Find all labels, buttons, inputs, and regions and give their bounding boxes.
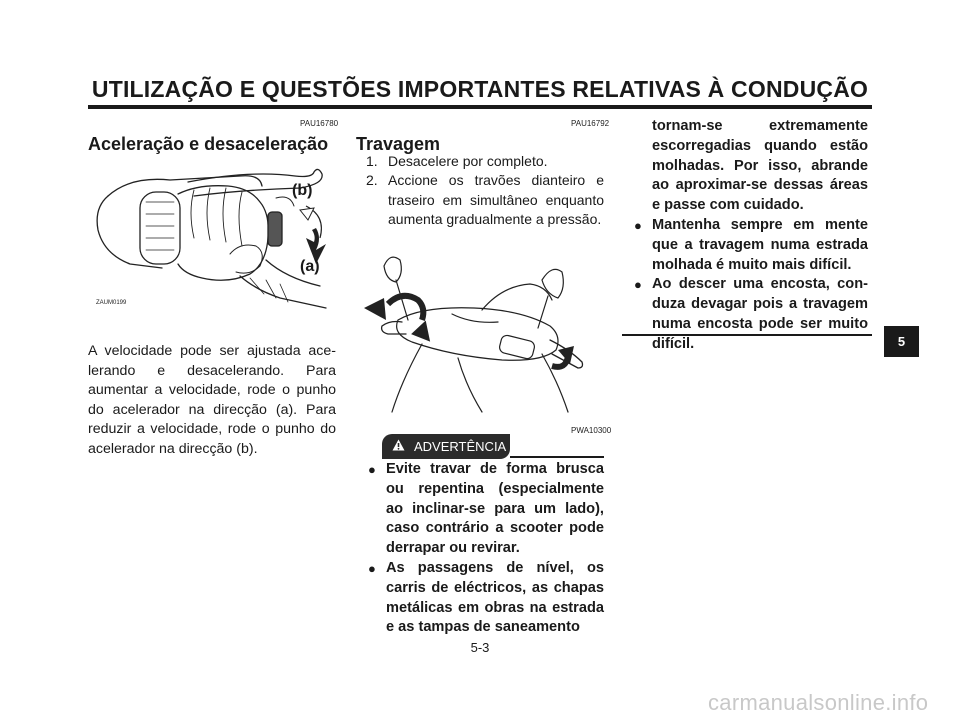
warning-code: PWA10300 bbox=[571, 426, 612, 435]
chapter-tab: 5 bbox=[884, 326, 919, 357]
page-number: 5-3 bbox=[470, 640, 490, 655]
watermark: carmanualsonline.info bbox=[708, 690, 929, 715]
warning-badge bbox=[382, 434, 510, 459]
warning-bullet: ● Ao descer uma encosta, conduza devagar pois a travagem numa encosta pode ser muito difícil. bbox=[634, 276, 868, 352]
section-code-acceleration: PAU16780 bbox=[300, 119, 339, 128]
section-code-braking: PAU16792 bbox=[571, 119, 610, 128]
warning-rule bbox=[510, 456, 604, 458]
section-title-acceleration: Aceleração e desaceleração bbox=[88, 134, 329, 154]
bullet-dot-icon: ● bbox=[634, 218, 642, 233]
warning-bullet: ● As passagens de nível, os carris de eléctricos, as chapas metálicas em obras na estrada e as tampas de saneamento bbox=[368, 559, 604, 636]
warning-triangle-icon bbox=[392, 439, 405, 454]
warning-bullets bbox=[366, 460, 604, 638]
bullet-dot-icon: ● bbox=[634, 277, 642, 293]
warning-bullet: ● Mantenha sempre em mente que a travagem numa estrada molhada é muito mais difícil. bbox=[634, 217, 868, 273]
figure-label-b: (b) bbox=[292, 182, 313, 199]
warning-end-rule bbox=[622, 334, 872, 336]
braking-step: 2. Accione os travões dianteiro e traseiro em simultâneo enquanto aumenta gradualmente a pressão. bbox=[366, 172, 604, 227]
figure-label-a: (a) bbox=[300, 258, 320, 275]
warning-continuation: tornam-se extremamente escorregadias quando estão molhadas. Por isso, abrande ao aproximar-se dessas áreas e passe com cuidado. bbox=[652, 118, 868, 214]
acceleration-paragraph: A velocidade pode ser ajustada acelerando e desacelerando. Para aumentar a velocidade, rode o punho do acelerador na direcção (a). Para reduzir a velocidade, rode o punho do acelerador na direcção (b). bbox=[88, 343, 336, 457]
braking-step: 1. Desacelere por completo. bbox=[366, 153, 548, 169]
page-header-title: UTILIZAÇÃO E QUESTÕES IMPORTANTES RELATIVAS À CONDUÇÃO bbox=[91, 76, 869, 102]
braking-steps bbox=[366, 152, 604, 229]
section-title-braking: Travagem bbox=[356, 134, 441, 154]
bullet-dot-icon: ● bbox=[368, 560, 376, 576]
scooter-brake-illustration bbox=[362, 250, 592, 412]
bullet-dot-icon: ● bbox=[368, 462, 376, 477]
warning-label: ADVERTÊNCIA bbox=[414, 439, 507, 454]
figure-code-throttle: ZAUM0199 bbox=[96, 300, 127, 306]
warning-bullet: ● Evite travar de forma brusca ou repentina (especialmente ao inclinar-se para um lado), caso contrário a scooter pode derrapar ou revirar. bbox=[368, 461, 604, 557]
header-rule bbox=[88, 105, 872, 109]
